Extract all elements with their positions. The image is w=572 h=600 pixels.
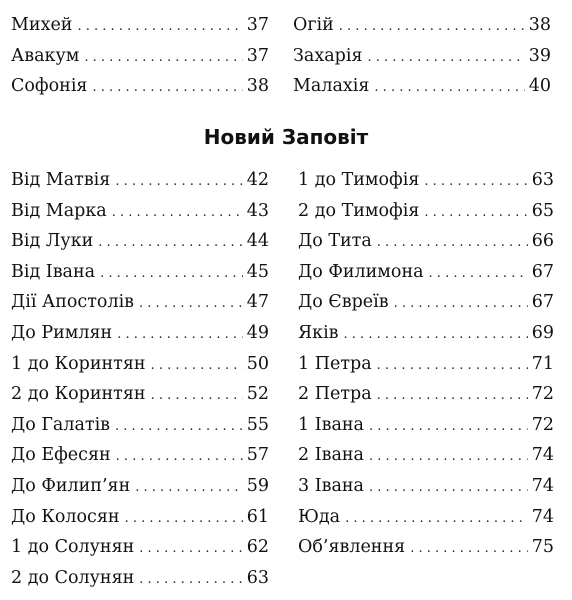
dot-leader: [139, 534, 242, 565]
dot-leader: [345, 504, 528, 535]
dot-leader: [424, 198, 527, 229]
toc-entry-page-number: 72: [531, 384, 554, 405]
toc-entry-title: Від Івана: [11, 261, 96, 282]
toc-entry-page-number: 43: [246, 200, 269, 221]
dot-leader: [151, 381, 243, 412]
toc-entry: [11, 440, 269, 471]
dot-leader: [100, 259, 243, 290]
toc-entry-title: 2 до Тимофія: [298, 200, 420, 221]
toc-entry-title: Яків: [298, 322, 339, 343]
toc-entry: [298, 379, 554, 410]
toc-entry-page-number: 59: [246, 475, 269, 496]
toc-entry-title: Михей: [11, 15, 73, 35]
toc-entry-title: Дії Апостолів: [11, 292, 135, 313]
toc-entry: [298, 196, 554, 227]
toc-entry: [11, 563, 269, 594]
toc-entry-page-number: 69: [531, 322, 554, 343]
toc-entry: [11, 318, 269, 349]
dot-leader: [115, 167, 242, 198]
old-testament-end-right-column: [293, 10, 551, 102]
toc-entry-title: До Ефесян: [11, 445, 111, 466]
dot-leader: [115, 412, 243, 443]
dot-leader: [139, 565, 242, 596]
toc-entry-page-number: 63: [246, 567, 269, 588]
toc-entry: [298, 165, 554, 196]
old-testament-end-left-column: [11, 10, 269, 102]
toc-entry-page-number: 38: [528, 15, 551, 35]
toc-entry-page-number: 40: [528, 76, 551, 97]
dot-leader: [429, 259, 528, 290]
toc-entry-page-number: 74: [531, 506, 554, 527]
toc-entry-page-number: 63: [531, 170, 554, 190]
toc-entry-title: 1 до Солунян: [11, 537, 135, 558]
toc-entry: [298, 349, 554, 380]
dot-leader: [339, 12, 525, 43]
toc-entry: [298, 287, 554, 318]
dot-leader: [377, 381, 528, 412]
dot-leader: [139, 289, 243, 320]
dot-leader: [112, 198, 243, 229]
toc-entry: [11, 41, 269, 72]
toc-entry-title: 1 Івана: [298, 414, 364, 435]
toc-entry-page-number: 57: [246, 445, 269, 466]
toc-entry-page-number: 50: [246, 353, 269, 374]
dot-leader: [344, 320, 528, 351]
toc-entry-title: До Галатів: [11, 414, 111, 435]
toc-entry-title: Софонія: [11, 76, 88, 97]
toc-entry-page-number: 45: [246, 261, 269, 282]
toc-entry-page-number: 39: [528, 45, 551, 66]
toc-entry: [298, 318, 554, 349]
toc-entry: [298, 440, 554, 471]
toc-entry-page-number: 47: [246, 292, 269, 313]
toc-entry-title: До Тита: [298, 231, 372, 252]
toc-entry-page-number: 49: [246, 322, 269, 343]
toc-entry-page-number: 74: [531, 475, 554, 496]
dot-leader: [424, 167, 527, 198]
toc-entry: [11, 165, 269, 196]
toc-entry-title: 2 Івана: [298, 445, 364, 466]
toc-entry: [11, 410, 269, 441]
dot-leader: [369, 473, 528, 504]
toc-entry: [11, 379, 269, 410]
toc-entry-page-number: 52: [246, 384, 269, 405]
dot-leader: [367, 43, 524, 74]
section-heading-new-testament: Новий Заповіт: [203, 125, 369, 149]
dot-leader: [369, 442, 528, 473]
toc-entry-title: Авакум: [11, 45, 80, 66]
toc-entry-title: До Колосян: [11, 506, 120, 527]
dot-leader: [135, 473, 242, 504]
toc-entry-page-number: 61: [246, 506, 269, 527]
toc-entry-title: Від Луки: [11, 231, 94, 252]
toc-entry-title: 3 Івана: [298, 475, 364, 496]
toc-entry: [298, 226, 554, 257]
toc-entry-title: 2 до Солунян: [11, 567, 135, 588]
toc-entry: [298, 410, 554, 441]
toc-entry: [11, 257, 269, 288]
toc-entry-page-number: 55: [246, 414, 269, 435]
dot-leader: [369, 412, 528, 443]
toc-entry-title: До Филип’ян: [11, 475, 131, 496]
toc-entry-title: 2 Петра: [298, 384, 372, 405]
dot-leader: [374, 73, 524, 104]
toc-entry: [11, 502, 269, 533]
toc-entry-page-number: 75: [531, 537, 554, 558]
toc-entry: [11, 532, 269, 563]
toc-entry-title: 1 Петра: [298, 353, 372, 374]
toc-entry-page-number: 37: [246, 45, 269, 66]
toc-entry: [11, 471, 269, 502]
dot-leader: [410, 534, 528, 565]
toc-entry-page-number: 67: [531, 292, 554, 313]
new-testament-left-column: [11, 165, 269, 593]
toc-entry: [298, 502, 554, 533]
toc-entry-page-number: 74: [531, 445, 554, 466]
toc-entry-title: 1 до Тимофія: [298, 170, 420, 190]
toc-entry-page-number: 42: [246, 170, 269, 190]
dot-leader: [77, 12, 242, 43]
dot-leader: [377, 228, 528, 259]
toc-entry: [298, 471, 554, 502]
toc-entry-page-number: 72: [531, 414, 554, 435]
dot-leader: [151, 351, 243, 382]
toc-entry: [11, 226, 269, 257]
toc-entry: [11, 196, 269, 227]
toc-entry-title: Від Марка: [11, 200, 107, 221]
toc-entry-page-number: 67: [531, 261, 554, 282]
toc-entry-title: Від Матвія: [11, 170, 111, 190]
toc-entry-title: До Євреїв: [298, 292, 389, 313]
dot-leader: [394, 289, 528, 320]
toc-entry-title: 2 до Коринтян: [11, 384, 146, 405]
dot-leader: [377, 351, 528, 382]
toc-entry: [298, 532, 554, 563]
toc-entry-title: Об’явлення: [298, 537, 406, 558]
toc-entry: [11, 10, 269, 41]
toc-entry-title: Захарія: [293, 45, 363, 66]
toc-entry-page-number: 65: [531, 200, 554, 221]
dot-leader: [98, 228, 242, 259]
toc-entry-page-number: 66: [531, 231, 554, 252]
toc-entry-page-number: 71: [531, 353, 554, 374]
toc-entry-title: Юда: [298, 506, 341, 527]
toc-entry: [11, 349, 269, 380]
new-testament-right-column: [298, 165, 554, 563]
dot-leader: [125, 504, 243, 535]
toc-entry-title: 1 до Коринтян: [11, 353, 146, 374]
toc-entry: [293, 71, 551, 102]
toc-entry: [298, 257, 554, 288]
toc-entry-title: Малахія: [293, 76, 370, 97]
toc-entry-page-number: 44: [246, 231, 269, 252]
toc-entry: [293, 41, 551, 72]
toc-entry: [11, 287, 269, 318]
toc-entry-page-number: 62: [246, 537, 269, 558]
dot-leader: [117, 320, 243, 351]
toc-entry-title: До Римлян: [11, 322, 113, 343]
toc-entry-page-number: 37: [246, 15, 269, 35]
toc-entry-page-number: 38: [246, 76, 269, 97]
toc-entry-title: Огій: [293, 15, 334, 35]
dot-leader: [116, 442, 243, 473]
toc-entry: [11, 71, 269, 102]
dot-leader: [92, 73, 242, 104]
dot-leader: [84, 43, 242, 74]
toc-entry: [293, 10, 551, 41]
toc-entry-title: До Филимона: [298, 261, 424, 282]
